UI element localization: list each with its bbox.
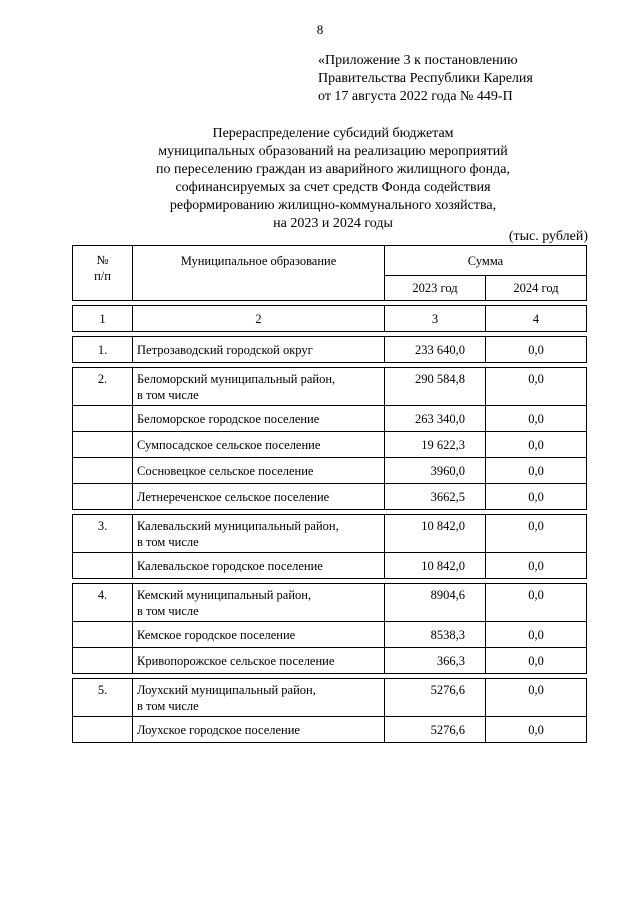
municipality-cell <box>133 406 385 432</box>
amount-2024: 0,0 <box>486 458 587 484</box>
row-number <box>73 648 133 674</box>
row-number <box>73 458 133 484</box>
table-row <box>73 584 587 622</box>
municipality-name: Кемский муниципальный район, <box>137 588 312 602</box>
row-number: 1. <box>73 337 133 363</box>
municipality-cell <box>133 622 385 648</box>
header-municipality: Муниципальное образование <box>133 246 385 301</box>
table-row <box>73 458 587 484</box>
appendix-line: Правительства Республики Карелия <box>318 71 533 86</box>
municipality-name: Лоухский муниципальный район, <box>137 683 316 697</box>
title-line: муниципальных образований на реализацию мероприятий <box>158 144 508 159</box>
table-row <box>73 337 587 363</box>
amount-2024: 0,0 <box>486 622 587 648</box>
row-number: 2. <box>73 368 133 406</box>
municipality-name: Калевальский муниципальный район, <box>137 519 339 533</box>
amount-2024: 0,0 <box>486 432 587 458</box>
column-number: 2 <box>133 306 385 332</box>
table-row <box>73 553 587 579</box>
amount-2023: 5276,6 <box>385 717 486 743</box>
amount-2023: 233 640,0 <box>385 337 486 363</box>
header-year-2023: 2023 год <box>385 276 486 301</box>
amount-2023: 3662,5 <box>385 484 486 510</box>
amount-2024: 0,0 <box>486 406 587 432</box>
column-number-row <box>73 306 587 332</box>
amount-2024: 0,0 <box>486 584 587 622</box>
row-number: 3. <box>73 515 133 553</box>
appendix-line: от 17 августа 2022 года № 449-П <box>318 89 513 104</box>
table-header-row <box>73 246 587 276</box>
table-row <box>73 484 587 510</box>
amount-2023: 10 842,0 <box>385 553 486 579</box>
table-row <box>73 622 587 648</box>
municipality-cell <box>133 458 385 484</box>
municipality-name: Кривопорожское сельское поселение <box>137 653 335 668</box>
municipality-name-note: в том числе <box>137 604 199 618</box>
municipality-name: Калевальское городское поселение <box>137 558 323 573</box>
municipality-name: Петрозаводский городской округ <box>137 342 313 357</box>
municipality-name: Беломорский муниципальный район, <box>137 372 336 386</box>
municipality-name: Сумпосадское сельское поселение <box>137 437 321 452</box>
row-number <box>73 717 133 743</box>
title-line: по переселению граждан из аварийного жилищного фонда, <box>156 162 510 177</box>
amount-2024: 0,0 <box>486 337 587 363</box>
municipality-cell <box>133 432 385 458</box>
municipality-name-note: в том числе <box>137 699 199 713</box>
table-row <box>73 679 587 717</box>
amount-2023: 19 622,3 <box>385 432 486 458</box>
title-line: софинансируемых за счет средств Фонда содействия <box>175 180 491 195</box>
page-number: 8 <box>316 22 324 37</box>
row-number <box>73 432 133 458</box>
municipality-cell <box>133 648 385 674</box>
amount-2024: 0,0 <box>486 717 587 743</box>
row-number <box>73 406 133 432</box>
row-number: 5. <box>73 679 133 717</box>
municipality-cell <box>133 368 385 406</box>
column-number: 4 <box>486 306 587 332</box>
title-line: Перераспределение субсидий бюджетам <box>212 126 454 141</box>
header-number <box>73 246 133 301</box>
amount-2024: 0,0 <box>486 648 587 674</box>
amount-2023: 8904,6 <box>385 584 486 622</box>
municipality-name: Сосновецкое сельское поселение <box>137 463 314 478</box>
amount-2023: 263 340,0 <box>385 406 486 432</box>
appendix-line: «Приложение 3 к постановлению <box>318 53 518 68</box>
table-row <box>73 648 587 674</box>
amount-2023: 5276,6 <box>385 679 486 717</box>
amount-2024: 0,0 <box>486 553 587 579</box>
amount-2023: 8538,3 <box>385 622 486 648</box>
units-label: (тыс. рублей) <box>508 229 588 244</box>
amount-2023: 3960,0 <box>385 458 486 484</box>
table-row <box>73 406 587 432</box>
amount-2023: 290 584,8 <box>385 368 486 406</box>
row-number: 4. <box>73 584 133 622</box>
amount-2024: 0,0 <box>486 484 587 510</box>
table-row <box>73 368 587 406</box>
municipality-name: Лоухское городское поселение <box>137 722 300 737</box>
table-row <box>73 432 587 458</box>
amount-2024: 0,0 <box>486 368 587 406</box>
municipality-name: Беломорское городское поселение <box>137 411 320 426</box>
title-line: на 2023 и 2024 годы <box>273 216 393 231</box>
header-year-2024: 2024 год <box>486 276 587 301</box>
municipality-name-note: в том числе <box>137 388 199 402</box>
municipality-cell <box>133 584 385 622</box>
amount-2023: 366,3 <box>385 648 486 674</box>
municipality-cell <box>133 337 385 363</box>
municipality-cell <box>133 515 385 553</box>
table-row <box>73 515 587 553</box>
amount-2024: 0,0 <box>486 679 587 717</box>
table-row <box>73 717 587 743</box>
municipality-cell <box>133 717 385 743</box>
municipality-name: Кемское городское поселение <box>137 627 296 642</box>
subsidy-table <box>72 245 587 743</box>
amount-2023: 10 842,0 <box>385 515 486 553</box>
municipality-name-note: в том числе <box>137 535 199 549</box>
title-line: реформированию жилищно-коммунального хозяйства, <box>169 198 497 213</box>
appendix-reference <box>318 52 618 106</box>
header-number-symbol: № <box>96 253 109 267</box>
header-sum: Сумма <box>385 246 587 276</box>
municipality-name: Летнереченское сельское поселение <box>137 489 330 504</box>
municipality-cell <box>133 679 385 717</box>
document-title <box>90 125 576 233</box>
row-number <box>73 484 133 510</box>
header-number-abbr: п/п <box>94 269 111 283</box>
column-number: 1 <box>73 306 133 332</box>
municipality-cell <box>133 484 385 510</box>
amount-2024: 0,0 <box>486 515 587 553</box>
row-number <box>73 622 133 648</box>
municipality-cell <box>133 553 385 579</box>
column-number: 3 <box>385 306 486 332</box>
row-number <box>73 553 133 579</box>
